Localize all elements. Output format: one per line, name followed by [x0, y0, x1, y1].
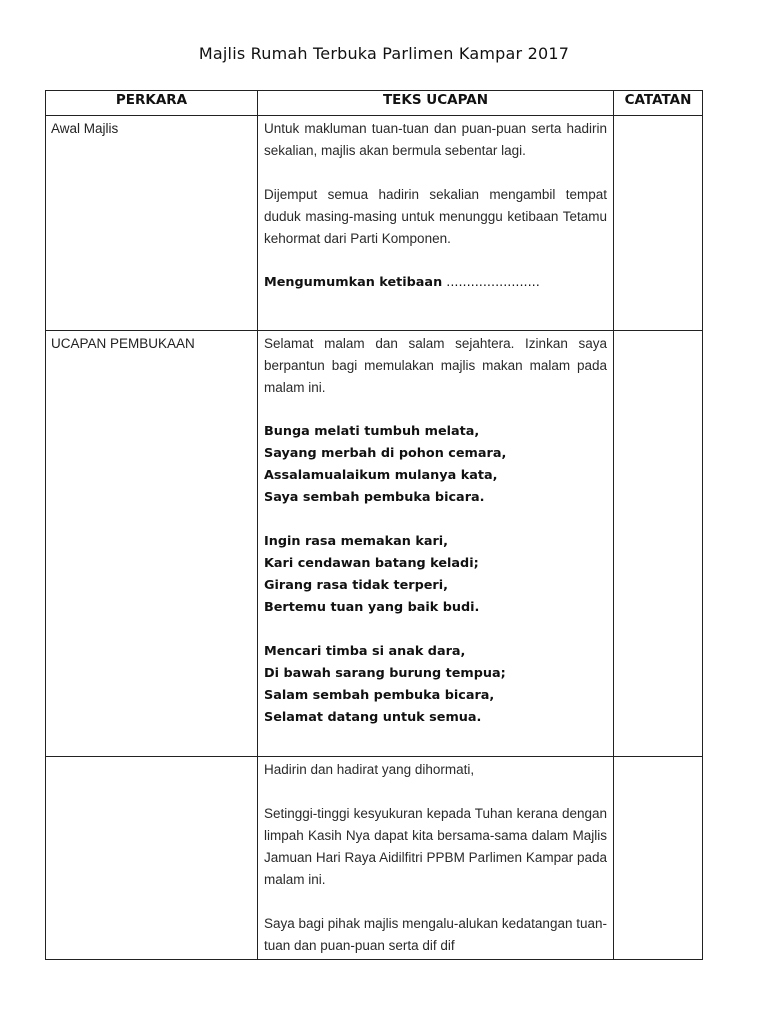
item-cell: UCAPAN PEMBUKAAN	[46, 331, 258, 757]
speech-paragraph: Dijemput semua hadirin sekalian mengambil tempat duduk masing-masing untuk menunggu ketibaan Tetamu kehormat dari Parti Komponen.	[264, 187, 607, 246]
table-header-row	[46, 91, 703, 116]
header-perkara: PERKARA	[46, 91, 258, 116]
notes-cell	[614, 116, 703, 331]
pantun-line: Sayang merbah di pohon cemara,	[264, 446, 507, 461]
announcement-bold-text: Mengumumkan ketibaan	[264, 275, 443, 290]
item-cell: Awal Majlis	[46, 116, 258, 331]
speech-cell	[258, 331, 614, 757]
pantun-line: Mencari timba si anak dara,	[264, 644, 466, 659]
pantun-line: Girang rasa tidak terperi,	[264, 578, 448, 593]
item-cell	[46, 757, 258, 960]
pantun-line: Saya sembah pembuka bicara.	[264, 490, 485, 505]
table-row	[46, 757, 703, 960]
announcement-line	[264, 272, 607, 294]
pantun-line: Bunga melati tumbuh melata,	[264, 424, 480, 439]
speech-paragraph: Saya bagi pihak majlis mengalu-alukan kedatangan tuan-tuan dan puan-puan serta dif dif	[264, 916, 607, 953]
header-catatan: CATATAN	[614, 91, 703, 116]
pantun-verse	[264, 421, 607, 509]
announcement-dots: .......................	[442, 275, 540, 290]
pantun-line: Assalamualaikum mulanya kata,	[264, 468, 498, 483]
pantun-line: Salam sembah pembuka bicara,	[264, 688, 495, 703]
pantun-verse	[264, 531, 607, 619]
pantun-line: Bertemu tuan yang baik budi.	[264, 600, 480, 615]
notes-cell	[614, 757, 703, 960]
speech-paragraph: Untuk makluman tuan-tuan dan puan-puan serta hadirin sekalian, majlis akan bermula sebentar lagi.	[264, 121, 607, 158]
speech-paragraph: Selamat malam dan salam sejahtera. Izinkan saya berpantun bagi memulakan majlis makan malam pada malam ini.	[264, 336, 607, 395]
pantun-line: Ingin rasa memakan kari,	[264, 534, 449, 549]
header-teks-ucapan: TEKS UCAPAN	[258, 91, 614, 116]
pantun-line: Selamat datang untuk semua.	[264, 710, 482, 725]
pantun-line: Di bawah sarang burung tempua;	[264, 666, 506, 681]
speech-paragraph: Hadirin dan hadirat yang dihormati,	[264, 762, 475, 777]
speech-cell	[258, 116, 614, 331]
speech-cell	[258, 757, 614, 960]
table-row	[46, 116, 703, 331]
pantun-verse	[264, 641, 607, 729]
document-title: Majlis Rumah Terbuka Parlimen Kampar 2017	[198, 44, 570, 63]
pantun-line: Kari cendawan batang keladi;	[264, 556, 479, 571]
speech-script-table	[45, 90, 703, 960]
notes-cell	[614, 331, 703, 757]
table-row	[46, 331, 703, 757]
speech-paragraph: Setinggi-tinggi kesyukuran kepada Tuhan kerana dengan limpah Kasih Nya dapat kita bersama-sama dalam Majlis Jamuan Hari Raya Aidilfitri PPBM Parlimen Kampar pada malam ini.	[264, 806, 607, 887]
